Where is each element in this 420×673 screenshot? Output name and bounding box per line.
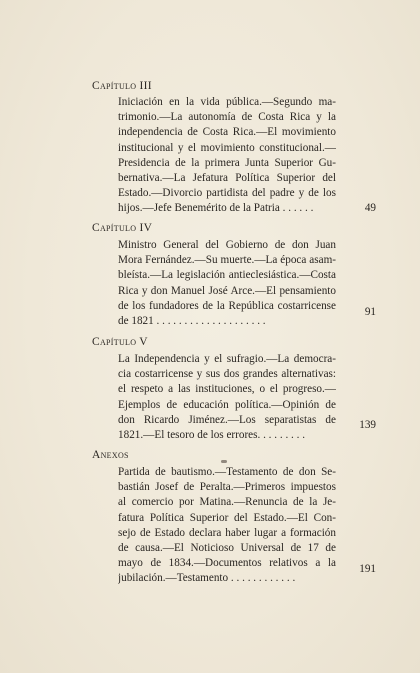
summary-line: jubilación.—Testamento . . . . . . . . . . . . (118, 572, 296, 585)
summary-line: bernativa.—La Jefatura Política Superior del (118, 171, 336, 184)
section-summary (118, 465, 336, 587)
section-summary (118, 352, 336, 443)
section-title: Capítulo V (92, 336, 148, 348)
summary-line: Presidencia de la primera Junta Superior Gu- (118, 156, 336, 169)
summary-line: mayo de 1834.—Documentos relativos a la (118, 557, 336, 570)
summary-line: La Independencia y el sufragio.—La democra- (118, 353, 336, 365)
summary-line: al comercio por Matina.—Renuncia de la Je- (118, 496, 336, 509)
summary-line: de los fundadores de la República costarricense (118, 299, 336, 312)
summary-line: cia costarricense y sus dos grandes alternativas: (118, 368, 336, 381)
summary-line: institucional y el movimiento constitucional.— (118, 141, 336, 154)
summary-line: hijos.—Jefe Benemérito de la Patria . . . . . . (118, 202, 314, 215)
summary-line: independencia de Costa Rica.—El movimiento (118, 126, 336, 139)
summary-line: Iniciación en la vida pública.—Segundo ma- (118, 96, 336, 108)
section-summary (118, 238, 336, 329)
ink-mark (221, 460, 227, 463)
section-title: Anexos (92, 449, 129, 461)
summary-line: bleísta.—La legislación antieclesiástica.—Costa (118, 269, 336, 282)
summary-line: fatura Política Superior del Estado.—El Con- (118, 511, 336, 524)
summary-line: Ministro General del Gobierno de don Juan (118, 239, 336, 251)
page-number: 139 (359, 419, 376, 431)
summary-line: de causa.—El Noticioso Universal de 17 de (118, 541, 336, 554)
summary-line: 1821.—El tesoro de los errores. . . . . . . . . (118, 428, 306, 441)
section-summary (118, 95, 336, 217)
summary-line: don Ricardo Jiménez.—Los separatistas de (118, 413, 336, 426)
section-title: Capítulo III (92, 80, 152, 92)
summary-line: de 1821 . . . . . . . . . . . . . . . . . . . . (118, 314, 266, 327)
summary-line: Ejemplos de educación política.—Opinión de (118, 398, 336, 411)
page-number: 191 (359, 563, 376, 575)
page-number: 49 (364, 202, 376, 214)
summary-line: el respeto a las instituciones, o el progreso.— (118, 383, 336, 396)
summary-line: Mora Fernández.—Su muerte.—La época asam- (118, 254, 336, 267)
summary-line: sejo de Estado declara haber lugar a formación (118, 526, 336, 539)
summary-line: Estado.—Divorcio partidista del padre y de los (118, 187, 336, 200)
summary-line: Partida de bautismo.—Testamento de don Se- (118, 466, 336, 478)
page-number: 91 (364, 306, 376, 318)
summary-line: trimonio.—La autonomía de Costa Rica y la (118, 111, 336, 124)
summary-line: Rica y don Manuel José Arce.—El pensamiento (118, 284, 336, 297)
section-title: Capítulo IV (92, 222, 153, 234)
summary-line: bastián Josef de Peralta.—Primeros impuestos (118, 481, 336, 494)
